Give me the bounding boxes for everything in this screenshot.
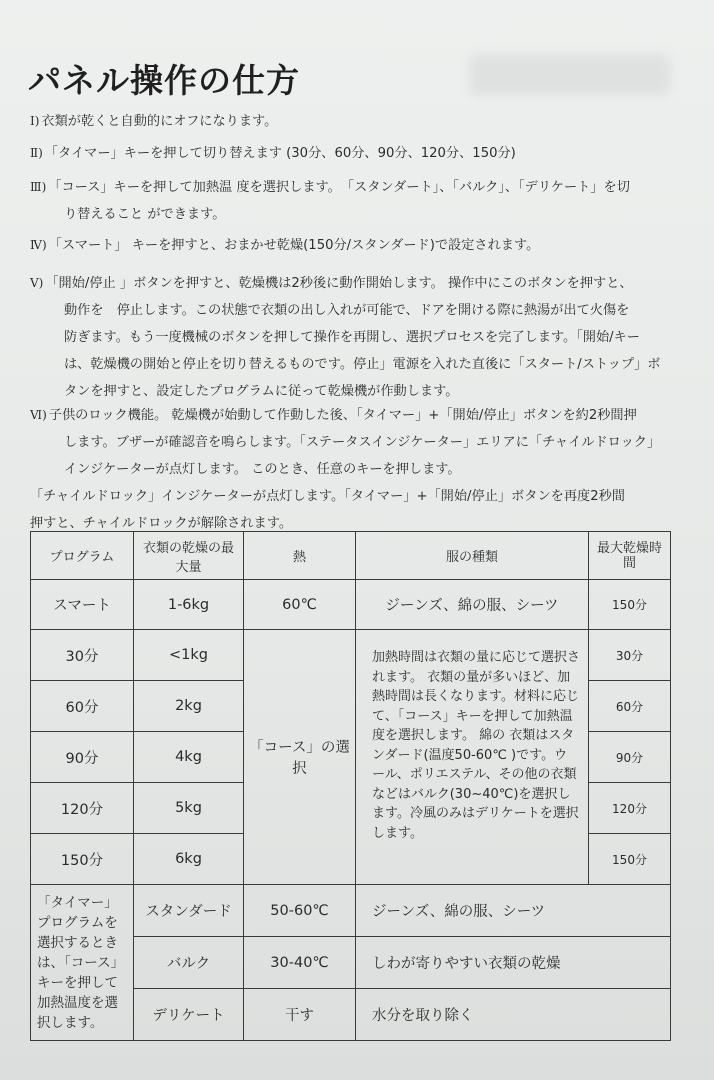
cell-program: 120分 bbox=[31, 783, 134, 834]
instruction-line bbox=[30, 402, 660, 429]
instruction-marker: Ⅲ) bbox=[30, 180, 47, 194]
instruction-line: り替えること ができます。 bbox=[64, 207, 226, 222]
cell-time: 30分 bbox=[589, 630, 671, 681]
cell-course-heat: 50-60℃ bbox=[244, 885, 356, 937]
header-max-load: 衣類の乾燥の最大量 bbox=[134, 532, 244, 580]
cell-time: 150分 bbox=[589, 580, 671, 630]
cell-clothes: ジーンズ、綿の服、シーツ bbox=[356, 580, 589, 630]
instruction-item bbox=[30, 174, 630, 228]
instruction-line: 防ぎます。もう一度機械のボタンを押して操作を再開し、選択プロセスを完了します。「開始/キー bbox=[64, 330, 640, 345]
instruction-line: インジケーターが点灯します。 このとき、任意のキーを押します。 bbox=[64, 462, 461, 477]
page-title: パネル操作の仕方 bbox=[28, 61, 300, 100]
cell-course-clothes: しわが寄りやすい衣類の乾燥 bbox=[356, 937, 671, 989]
cell-course-name: スタンダード bbox=[134, 885, 244, 937]
instruction-item bbox=[30, 232, 539, 259]
instruction-line: 動作を 停止します。この状態で衣類の出し入れが可能で、ドアを開ける際に熱湯が出て火傷を bbox=[64, 303, 630, 318]
cell-amount: 4kg bbox=[134, 732, 244, 783]
instruction-text: 衣類が乾くと自動的にオフになります。 bbox=[41, 114, 278, 129]
instruction-line: 「チャイルドロック」インジケーターが点灯します。「タイマー」+「開始/停止」ボタンを再度2秒間 bbox=[30, 489, 625, 504]
cell-description: 加熱時間は衣類の量に応じて選択されます。 衣類の量が多いほど、加熱時間は長くなります。材料に応じて、「コース」キーを押して加熱温度を選択します。 綿の 衣類はスタンダード(温度50-60℃ )です。ウール、ポリエステル、その他の衣類 などはバルク(30~40℃)を選択します。冷風のみはデリケートを選択します。 bbox=[356, 630, 589, 885]
cell-course-clothes: ジーンズ、綿の服、シーツ bbox=[356, 885, 671, 937]
cell-course-heat: 干す bbox=[244, 989, 356, 1041]
instruction-line bbox=[30, 174, 630, 201]
instruction-text: 「スマート」 キーを押すと、おまかせ乾燥(150分/スタンダード)で設定されます。 bbox=[48, 238, 540, 253]
instruction-marker: Ⅳ) bbox=[30, 238, 47, 252]
instruction-line: 押すと、チャイルドロックが解除されます。 bbox=[30, 516, 293, 531]
instruction-line: します。ブザーが確認音を鳴らします。「ステータスインジケーター」エリアに「チャイルドロック」 bbox=[64, 435, 661, 450]
cell-time: 150分 bbox=[589, 834, 671, 885]
instruction-marker: Ⅱ) bbox=[30, 146, 43, 160]
cell-program: スマート bbox=[31, 580, 134, 630]
table-header-row bbox=[31, 532, 671, 580]
cell-amount: 2kg bbox=[134, 681, 244, 732]
instruction-line: タンを押すと、設定したプログラムに従って乾燥機が作動します。 bbox=[64, 384, 459, 399]
instruction-text: 「開始/停止 」ボタンを押すと、乾燥機は2秒後に動作開始します。 操作中にこのボタンを押すと、 bbox=[45, 276, 633, 291]
instruction-line: は、乾燥機の開始と停止を切り替えるものです。停止」電源を入れた直後に「スタート/ストップ」ボ bbox=[64, 357, 661, 372]
instruction-marker: Ⅴ) bbox=[30, 276, 44, 290]
header-program: プログラム bbox=[31, 532, 134, 580]
cell-program: 90分 bbox=[31, 732, 134, 783]
instruction-line bbox=[30, 108, 277, 135]
cell-program: 30分 bbox=[31, 630, 134, 681]
header-heat: 熱 bbox=[244, 532, 356, 580]
instruction-line bbox=[30, 140, 516, 167]
instruction-line bbox=[30, 270, 660, 297]
course-row bbox=[31, 885, 671, 937]
cell-amount: 1-6kg bbox=[134, 580, 244, 630]
instruction-item bbox=[30, 140, 516, 167]
instruction-text: 子供のロック機能。 乾燥機が始動して作動した後、「タイマー」+「開始/停止」ボタンを約2秒間押 bbox=[48, 408, 637, 423]
program-table bbox=[30, 531, 671, 1041]
table-row bbox=[31, 630, 671, 681]
cell-course-heat: 30-40℃ bbox=[244, 937, 356, 989]
instruction-item bbox=[30, 270, 660, 405]
instruction-item bbox=[30, 108, 277, 135]
instruction-text: 「タイマー」キーを押して切り替えます (30分、60分、90分、120分、150分) bbox=[44, 146, 516, 161]
cell-time: 60分 bbox=[589, 681, 671, 732]
instruction-marker: Ⅵ) bbox=[30, 408, 47, 422]
instruction-line bbox=[30, 232, 539, 259]
cell-course-name: バルク bbox=[134, 937, 244, 989]
header-max-time: 最大乾燥時間 bbox=[589, 532, 671, 580]
cell-time: 90分 bbox=[589, 732, 671, 783]
cell-course-name: デリケート bbox=[134, 989, 244, 1041]
cell-program: 60分 bbox=[31, 681, 134, 732]
cell-program: 150分 bbox=[31, 834, 134, 885]
bleed-through-shadow bbox=[470, 55, 670, 95]
cell-course-heat: 「コース」の選択 bbox=[244, 630, 356, 885]
header-clothes: 服の種類 bbox=[356, 532, 589, 580]
cell-amount: 5kg bbox=[134, 783, 244, 834]
instruction-marker: Ⅰ) bbox=[30, 114, 40, 128]
instruction-item bbox=[30, 402, 660, 537]
cell-course-clothes: 水分を取り除く bbox=[356, 989, 671, 1041]
cell-timer-note: 「タイマー」プログラムを選択するときは、「コース」キーを押して加熱温度を選択します。 bbox=[31, 885, 134, 1041]
cell-heat: 60℃ bbox=[244, 580, 356, 630]
cell-amount: 6kg bbox=[134, 834, 244, 885]
cell-amount: <1kg bbox=[134, 630, 244, 681]
table-row-smart bbox=[31, 580, 671, 630]
cell-time: 120分 bbox=[589, 783, 671, 834]
instruction-text: 「コース」キーを押して加熱温 度を選択します。 「スタンダート」、「バルク」、「デリケート」を切 bbox=[48, 180, 630, 195]
